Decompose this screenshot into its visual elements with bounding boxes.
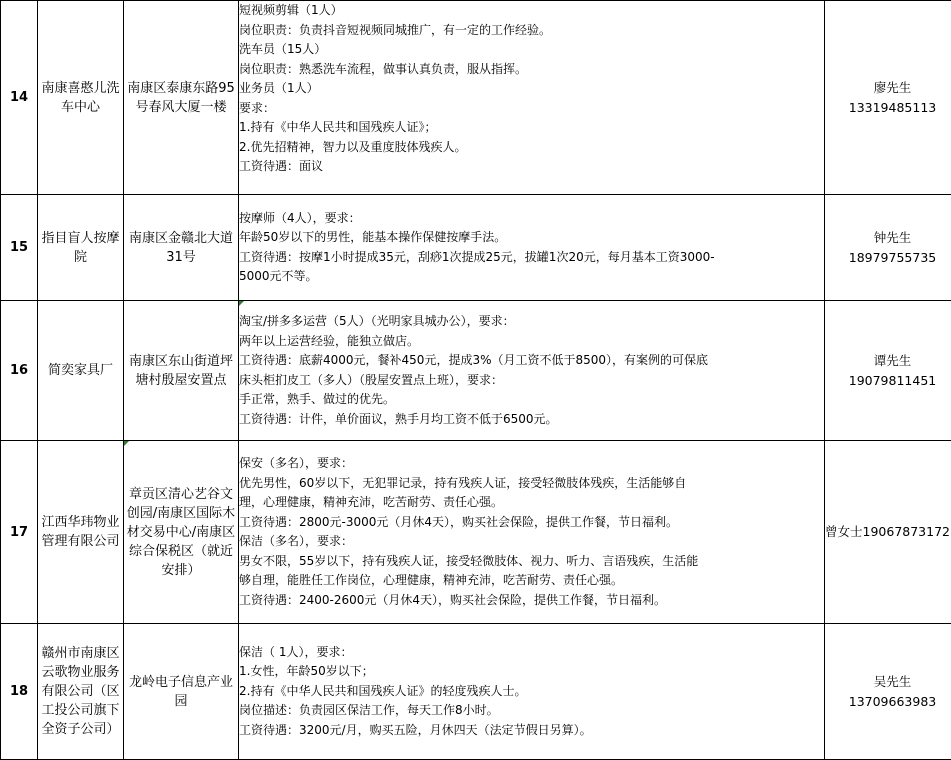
desc-line: 1.女性，年龄50岁以下； bbox=[239, 662, 824, 682]
desc-line: 优先男性，60岁以下，无犯罪记录，持有残疾人证，接受轻微肢体残疾，生活能够自 bbox=[239, 474, 824, 494]
contact-name: 谭先生 bbox=[825, 351, 951, 371]
row-number: 16 bbox=[1, 301, 38, 441]
desc-line: 保安（多名），要求： bbox=[239, 454, 824, 474]
company-name: 赣州市南康区云歌物业服务有限公司（区工投公司旗下全资子公司） bbox=[38, 624, 124, 760]
row-number: 17 bbox=[1, 441, 38, 624]
desc-line: 男女不限，55岁以下，持有残疾人证，接受轻微肢体、视力、听力、言语残疾，生活能 bbox=[239, 552, 824, 572]
desc-line: 两年以上运营经验，能独立做店。 bbox=[239, 332, 824, 352]
table-row bbox=[1, 441, 951, 624]
contact-cell bbox=[825, 1, 951, 195]
desc-line: 床头柜扪皮工（多人）（殷屋安置点上班），要求： bbox=[239, 371, 824, 391]
desc-line: 工资待遇：底薪4000元，餐补450元，提成3%（月工资不低于8500），有案例的可保底 bbox=[239, 351, 824, 371]
desc-line: 短视频剪辑（1人） bbox=[239, 1, 824, 21]
desc-line: 1.持有《中华人民共和国残疾人证》； bbox=[239, 118, 824, 138]
job-description bbox=[239, 195, 825, 301]
company-name: 江西华玮物业管理有限公司 bbox=[38, 441, 124, 624]
desc-line: 工资待遇：面议 bbox=[239, 157, 824, 177]
desc-line: 手正常，熟手、做过的优先。 bbox=[239, 390, 824, 410]
desc-line: 淘宝/拼多多运营（5人）（光明家具城办公），要求： bbox=[239, 312, 824, 332]
row-number: 18 bbox=[1, 624, 38, 760]
contact-cell bbox=[825, 301, 951, 441]
company-name: 南康喜憨儿洗车中心 bbox=[38, 1, 124, 195]
desc-line: 岗位描述：负责园区保洁工作，每天工作8小时。 bbox=[239, 701, 824, 721]
contact-cell bbox=[825, 195, 951, 301]
desc-line: 5000元不等。 bbox=[239, 267, 824, 287]
contact-phone: 19079811451 bbox=[825, 371, 951, 391]
contact-name: 廖先生 bbox=[825, 78, 951, 98]
job-description bbox=[239, 441, 825, 624]
contact-phone: 13319485113 bbox=[825, 98, 951, 118]
company-address: 南康区泰康东路95号春风大厦一楼 bbox=[124, 1, 239, 195]
desc-line: 按摩师（4人），要求： bbox=[239, 209, 824, 229]
desc-line: 洗车员（15人） bbox=[239, 40, 824, 60]
company-address: 南康区金赣北大道31号 bbox=[124, 195, 239, 301]
contact-cell bbox=[825, 441, 951, 624]
desc-line: 2.优先招精神，智力以及重度肢体残疾人。 bbox=[239, 138, 824, 158]
table-row bbox=[1, 624, 951, 760]
row-number: 15 bbox=[1, 195, 38, 301]
company-address bbox=[124, 441, 239, 624]
comment-marker-icon bbox=[124, 441, 129, 446]
job-description bbox=[239, 624, 825, 760]
table-row bbox=[1, 1, 951, 195]
contact-cell bbox=[825, 624, 951, 760]
desc-line: 年龄50岁以下的男性，能基本操作保健按摩手法。 bbox=[239, 228, 824, 248]
desc-line: 工资待遇：计件，单价面议，熟手月均工资不低于6500元。 bbox=[239, 410, 824, 430]
desc-line: 够自理，能胜任工作岗位，心理健康，精神充沛，吃苦耐劳、责任心强。 bbox=[239, 571, 824, 591]
company-address-text: 章贡区清心艺谷文创园/南康区国际木材交易中心/南康区综合保税区（就近安排） bbox=[127, 487, 235, 578]
desc-line: 岗位职责：熟悉洗车流程，做事认真负责，服从指挥。 bbox=[239, 60, 824, 80]
desc-line: 保洁（ 1人），要求： bbox=[239, 643, 824, 663]
desc-line: 保洁（多名），要求： bbox=[239, 532, 824, 552]
contact-phone: 13709663983 bbox=[825, 692, 951, 712]
desc-line: 理，心理健康，精神充沛，吃苦耐劳、责任心强。 bbox=[239, 493, 824, 513]
contact-name: 曾女士 bbox=[825, 524, 863, 539]
company-address: 龙岭电子信息产业园 bbox=[124, 624, 239, 760]
contact-name: 钟先生 bbox=[825, 228, 951, 248]
company-address: 南康区东山街道坪塘村殷屋安置点 bbox=[124, 301, 239, 441]
company-name: 指目盲人按摩院 bbox=[38, 195, 124, 301]
desc-line: 要求： bbox=[239, 99, 824, 119]
table-row bbox=[1, 301, 951, 441]
desc-line: 2.持有《中华人民共和国残疾人证》的轻度残疾人士。 bbox=[239, 682, 824, 702]
job-description bbox=[239, 1, 825, 195]
comment-marker-icon bbox=[239, 301, 244, 306]
desc-line: 业务员（1人） bbox=[239, 79, 824, 99]
contact-phone: 19067873172 bbox=[863, 524, 950, 539]
row-number: 14 bbox=[1, 1, 38, 195]
desc-line: 工资待遇：2400-2600元（月休4天），购买社会保险，提供工作餐，节日福利。 bbox=[239, 591, 824, 611]
desc-line: 岗位职责：负责抖音短视频同城推广，有一定的工作经验。 bbox=[239, 21, 824, 41]
contact-name: 吴先生 bbox=[825, 672, 951, 692]
contact-phone: 18979755735 bbox=[825, 248, 951, 268]
desc-line: 工资待遇：3200元/月，购买五险，月休四天（法定节假日另算）。 bbox=[239, 721, 824, 741]
desc-line: 工资待遇：按摩1小时提成35元，刮痧1次提成25元，拔罐1次20元，每月基本工资3000- bbox=[239, 248, 824, 268]
company-name: 简奕家具厂 bbox=[38, 301, 124, 441]
table-row bbox=[1, 195, 951, 301]
desc-line: 工资待遇：2800元-3000元（月休4天），购买社会保险，提供工作餐，节日福利。 bbox=[239, 513, 824, 533]
job-description bbox=[239, 301, 825, 441]
